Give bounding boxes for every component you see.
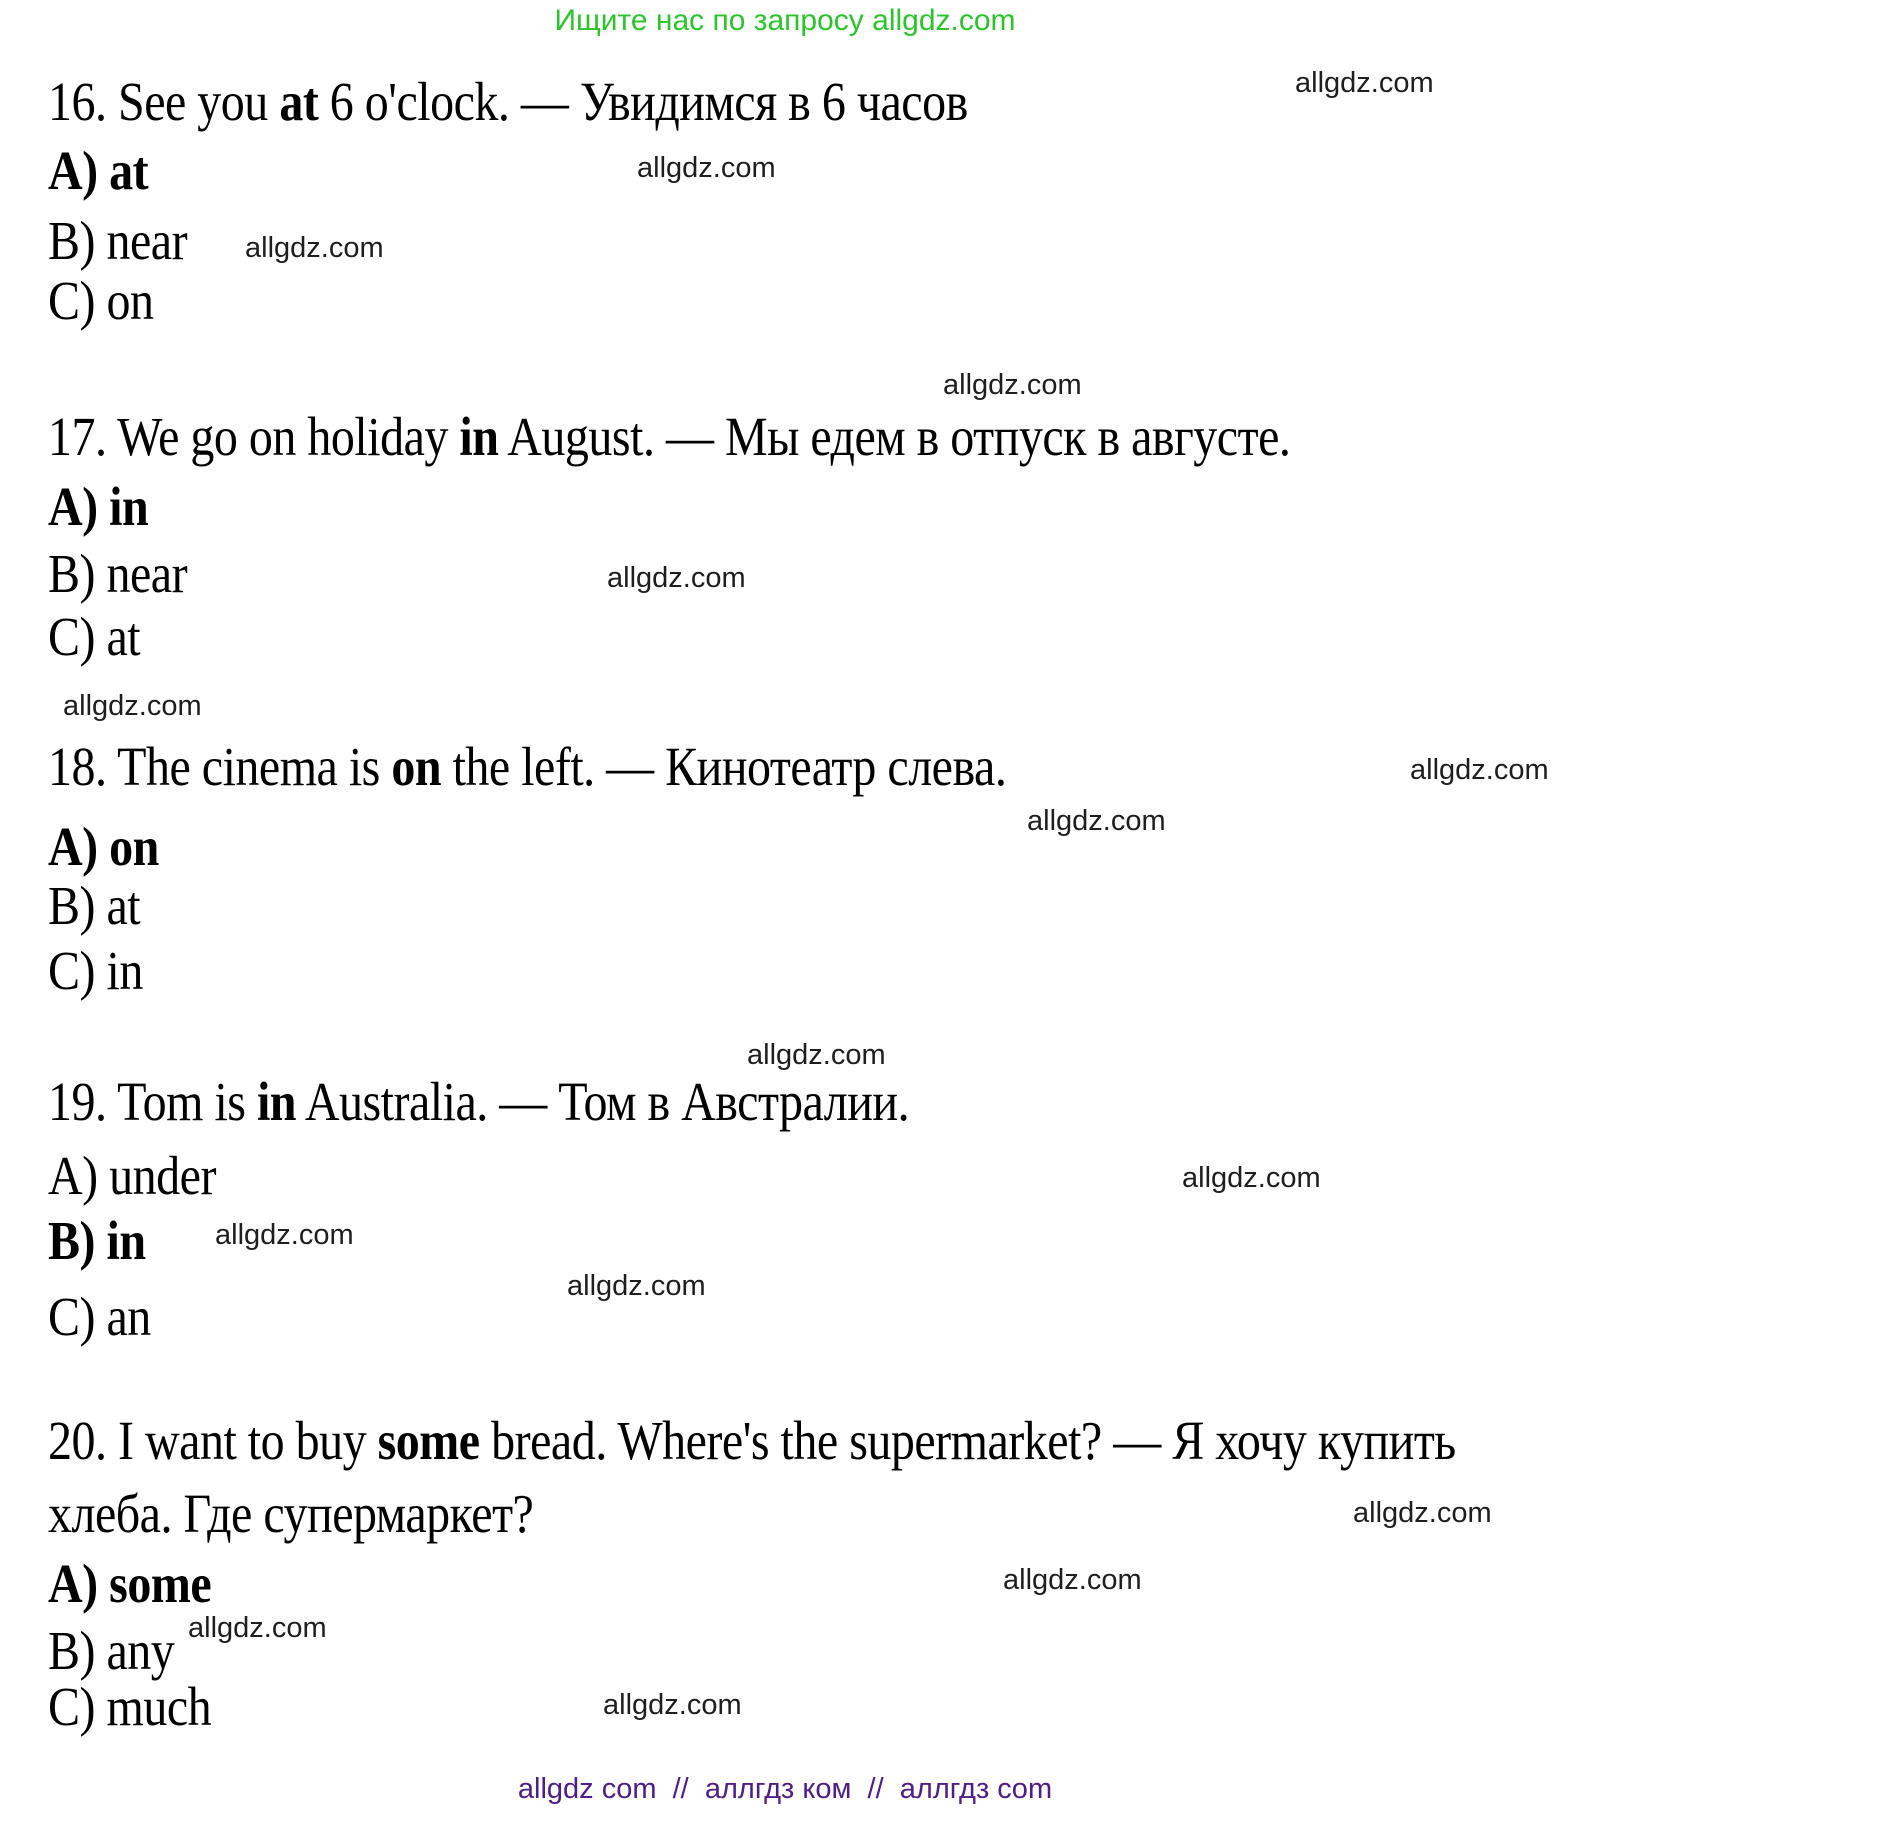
- question-18-option-c: C) in: [48, 940, 143, 1002]
- question-16-option-b: B) near: [48, 210, 188, 272]
- question-18-text: 18. The cinema is on the left. — Кинотеатр слева.: [48, 736, 1007, 798]
- question-17-option-c: C) at: [48, 606, 141, 668]
- promo-header: Ищите нас по запросу allgdz.com: [554, 4, 1016, 37]
- question-18-option-b: B) at: [48, 875, 141, 937]
- question-17-text: 17. We go on holiday in August. — Мы едем в отпуск в августе.: [48, 406, 1291, 468]
- watermark: allgdz.com: [567, 1270, 706, 1302]
- watermark: allgdz.com: [63, 690, 202, 722]
- question-17-option-b: B) near: [48, 543, 188, 605]
- question-19-option-b: B) in: [48, 1210, 146, 1272]
- question-18-option-a: A) on: [48, 816, 159, 878]
- watermark: allgdz.com: [1027, 805, 1166, 837]
- question-20-text-line2: хлеба. Где супермаркет?: [48, 1483, 534, 1545]
- question-20-option-c: C) much: [48, 1676, 212, 1738]
- question-19-option-c: C) an: [48, 1286, 151, 1348]
- question-16-option-a: A) at: [48, 140, 149, 202]
- question-17-option-a: A) in: [48, 476, 149, 538]
- question-19-text: 19. Tom is in Australia. — Том в Австралии.: [48, 1071, 910, 1133]
- watermark: allgdz.com: [215, 1219, 354, 1251]
- question-19-option-a: A) under: [48, 1145, 216, 1207]
- footer-watermark: allgdz com // аллгдз ком // аллгдз com: [517, 1773, 1053, 1805]
- question-16-option-c: C) on: [48, 270, 154, 332]
- watermark: allgdz.com: [1410, 754, 1549, 786]
- watermark: allgdz.com: [188, 1612, 327, 1644]
- watermark: allgdz.com: [245, 232, 384, 264]
- watermark: allgdz.com: [607, 562, 746, 594]
- watermark: allgdz.com: [637, 152, 776, 184]
- watermark: allgdz.com: [1003, 1564, 1142, 1596]
- watermark: allgdz.com: [943, 369, 1082, 401]
- watermark: allgdz.com: [1295, 67, 1434, 99]
- watermark: allgdz.com: [1353, 1497, 1492, 1529]
- watermark: allgdz.com: [747, 1039, 886, 1071]
- watermark: allgdz.com: [1182, 1162, 1321, 1194]
- question-16-text: 16. See you at 6 o'clock. — Увидимся в 6 часов: [48, 71, 968, 133]
- question-20-option-a: A) some: [48, 1553, 212, 1615]
- watermark: allgdz.com: [603, 1689, 742, 1721]
- question-20-text-line1: 20. I want to buy some bread. Where's the supermarket? — Я хочу купить: [48, 1410, 1456, 1472]
- question-20-option-b: B) any: [48, 1620, 175, 1682]
